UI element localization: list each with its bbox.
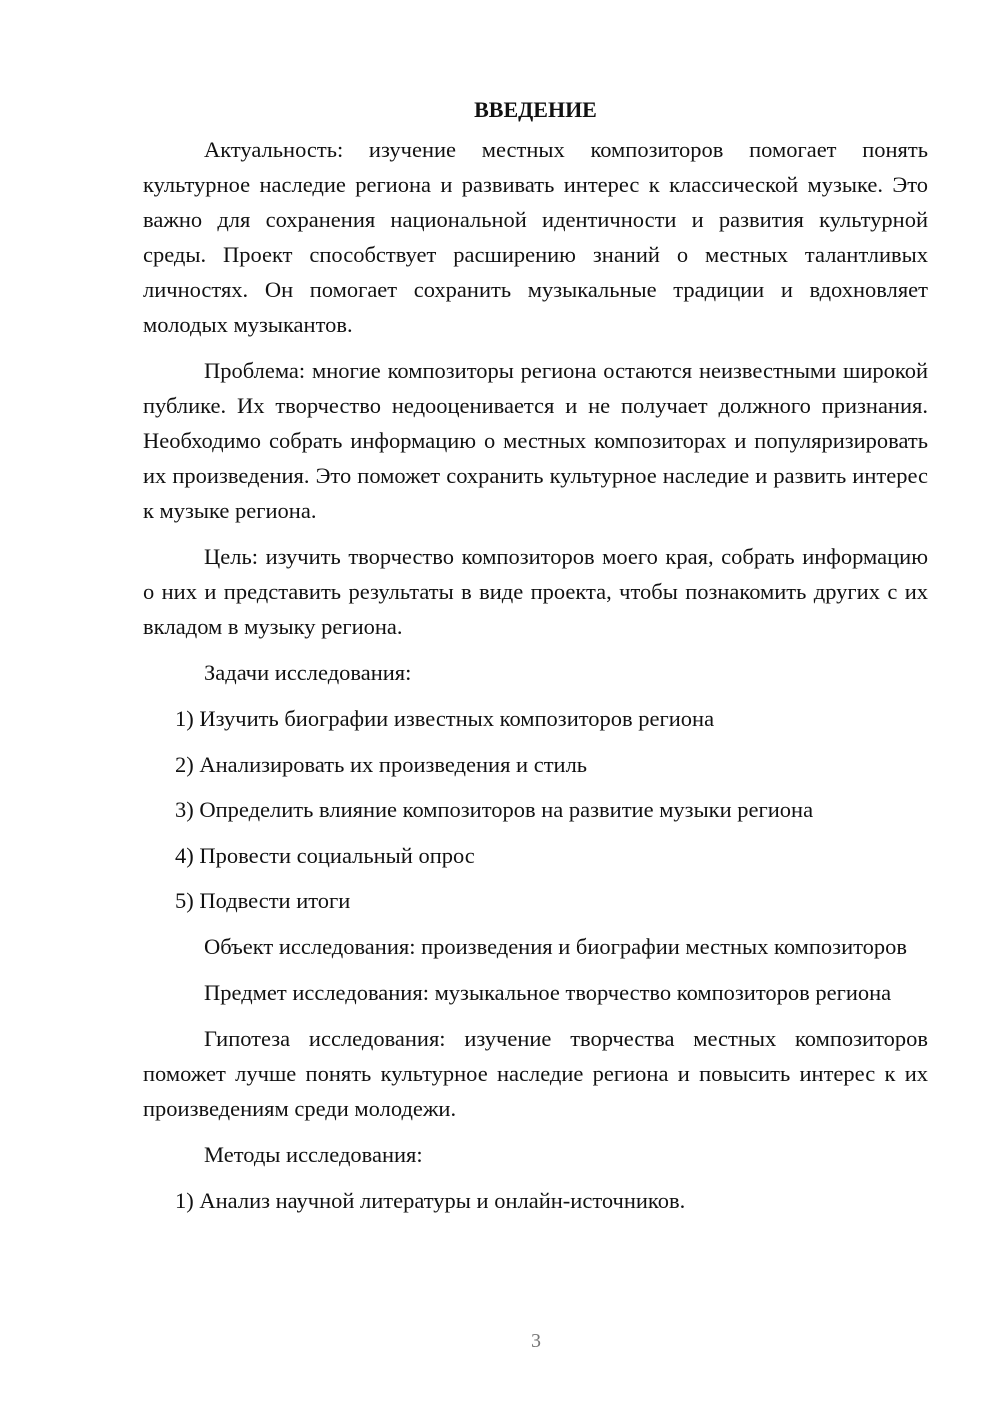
goal-paragraph: Цель: изучить творчество композиторов моего края, собрать информацию о них и представить результаты в виде проекта, чтобы познакомить других с их вкладом в музыку региона. <box>143 544 928 639</box>
subject-paragraph: Предмет исследования: музыкальное творчество композиторов региона <box>204 979 892 1005</box>
problem-paragraph: Проблема: многие композиторы региона остаются неизвестными широкой публике. Их творчество недооценивается и не получает должного признания. Необходимо собрать информацию о местных композиторах и популяризировать их произведения. Это поможет сохранить культурное наследие и развить интерес к музыке региона. <box>143 358 928 523</box>
relevance-paragraph: Актуальность: изучение местных композиторов помогает понять культурное наследие региона и развивать интерес к классической музыке. Это важно для сохранения национальной идентичности и развития культурной среды. Проект способствует расширению знаний о местных талантливых личностях. Он помогает сохранить музыкальные традиции и вдохновляет молодых музыкантов. <box>143 137 928 337</box>
method-item: 1) Анализ научной литературы и онлайн-источников. <box>175 1187 686 1213</box>
task-item: 5) Подвести итоги <box>175 888 351 913</box>
tasks-heading: Задачи исследования: <box>204 660 412 685</box>
page-content <box>143 92 928 1228</box>
task-item: 3) Определить влияние композиторов на развитие музыки региона <box>175 797 814 822</box>
task-item: 4) Провести социальный опрос <box>175 842 475 868</box>
page-title: ВВЕДЕНИЕ <box>474 97 597 122</box>
task-item: 2) Анализировать их произведения и стиль <box>175 751 588 777</box>
page-number: 3 <box>531 1330 541 1352</box>
tasks-list <box>143 701 928 918</box>
object-paragraph: Объект исследования: произведения и биографии местных композиторов <box>204 933 908 959</box>
hypothesis-paragraph: Гипотеза исследования: изучение творчества местных композиторов поможет лучше понять культурное наследие региона и повысить интерес к их произведениям среди молодежи. <box>143 1025 928 1121</box>
methods-list <box>143 1183 928 1218</box>
methods-heading: Методы исследования: <box>204 1141 423 1167</box>
task-item: 1) Изучить биографии известных композиторов региона <box>175 706 715 731</box>
